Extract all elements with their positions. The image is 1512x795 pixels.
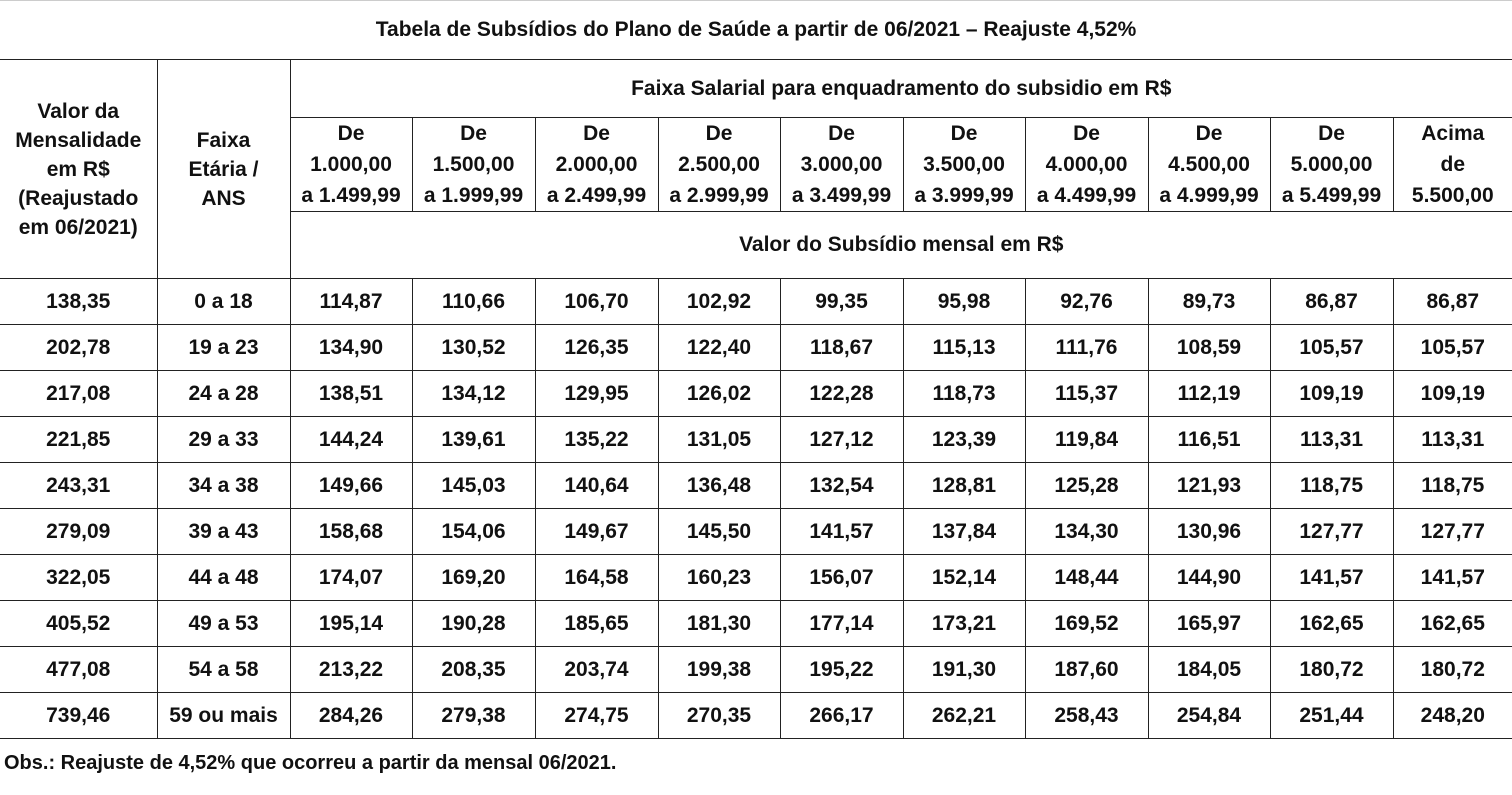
subsidio-cell: 191,30	[903, 647, 1025, 693]
salary-range-header	[412, 118, 535, 212]
subsidio-cell: 134,12	[412, 371, 535, 417]
subsidio-cell: 149,66	[290, 463, 412, 509]
subsidio-cell: 195,14	[290, 601, 412, 647]
subsidio-cell: 203,74	[535, 647, 658, 693]
subsidio-cell: 99,35	[780, 279, 903, 325]
faixa-etaria-cell: 39 a 43	[157, 509, 290, 555]
salary-range-header	[1270, 118, 1393, 212]
salary-range-line: a 3.999,99	[914, 184, 1014, 207]
subsidio-cell: 116,51	[1148, 417, 1270, 463]
subsidio-cell: 109,19	[1270, 371, 1393, 417]
salary-range-line: 1.500,00	[432, 153, 515, 176]
salary-range-line: 4.000,00	[1045, 153, 1128, 176]
subsidio-cell: 129,95	[535, 371, 658, 417]
header-mensalidade-line: Mensalidade	[15, 128, 142, 152]
subsidio-cell: 141,57	[780, 509, 903, 555]
subsidio-cell: 262,21	[903, 693, 1025, 739]
header-mensalidade-line: em R$	[46, 157, 110, 181]
observation-note: Obs.: Reajuste de 4,52% que ocorreu a partir da mensal 06/2021.	[4, 751, 617, 774]
faixa-etaria-cell: 44 a 48	[157, 555, 290, 601]
subsidio-cell: 158,68	[290, 509, 412, 555]
faixa-etaria-cell: 59 ou mais	[157, 693, 290, 739]
salary-range-line: a 5.499,99	[1281, 184, 1382, 207]
faixa-etaria-cell: 0 a 18	[157, 279, 290, 325]
mensalidade-cell: 279,09	[0, 509, 157, 555]
subsidio-cell: 118,67	[780, 325, 903, 371]
subsidio-cell: 86,87	[1393, 279, 1512, 325]
salary-range-line: 3.500,00	[923, 153, 1005, 176]
subsidio-cell: 106,70	[535, 279, 658, 325]
header-mensalidade-line: (Reajustado	[18, 186, 139, 210]
subsidio-cell: 122,40	[658, 325, 780, 371]
subsidio-cell: 134,90	[290, 325, 412, 371]
subsidio-cell: 164,58	[535, 555, 658, 601]
mensalidade-cell: 138,35	[0, 279, 157, 325]
header-valor-subsidio: Valor do Subsídio mensal em R$	[290, 212, 1512, 279]
subsidio-cell: 154,06	[412, 509, 535, 555]
mensalidade-cell: 221,85	[0, 417, 157, 463]
subsidio-cell: 138,51	[290, 371, 412, 417]
salary-range-header	[535, 118, 658, 212]
salary-range-line: De	[1073, 122, 1100, 145]
salary-range-line: a 2.999,99	[669, 184, 769, 207]
subsidio-cell: 135,22	[535, 417, 658, 463]
subsidio-cell: 86,87	[1270, 279, 1393, 325]
subsidio-cell: 185,65	[535, 601, 658, 647]
faixa-etaria-cell: 24 a 28	[157, 371, 290, 417]
salary-range-line: a 3.499,99	[791, 184, 892, 207]
subsidio-cell: 121,93	[1148, 463, 1270, 509]
subsidio-cell: 141,57	[1270, 555, 1393, 601]
subsidio-cell: 174,07	[290, 555, 412, 601]
salary-range-line: 4.500,00	[1168, 153, 1250, 176]
subsidio-cell: 177,14	[780, 601, 903, 647]
salary-range-line: 2.500,00	[678, 153, 760, 176]
header-faixa-etaria-line: Faixa	[196, 128, 251, 152]
subsidio-cell: 152,14	[903, 555, 1025, 601]
subsidio-cell: 126,02	[658, 371, 780, 417]
header-faixa-etaria-line: ANS	[201, 186, 246, 210]
subsidio-cell: 118,75	[1393, 463, 1512, 509]
subsidio-cell: 118,73	[903, 371, 1025, 417]
subsidio-cell: 149,67	[535, 509, 658, 555]
subsidio-cell: 190,28	[412, 601, 535, 647]
subsidio-cell: 165,97	[1148, 601, 1270, 647]
subsidio-cell: 173,21	[903, 601, 1025, 647]
subsidio-cell: 119,84	[1025, 417, 1148, 463]
salary-range-line: De	[950, 122, 978, 145]
subsidio-cell: 169,20	[412, 555, 535, 601]
table-row	[0, 279, 1512, 325]
subsidio-cell: 125,28	[1025, 463, 1148, 509]
subsidio-cell: 195,22	[780, 647, 903, 693]
subsidio-cell: 258,43	[1025, 693, 1148, 739]
subsidio-cell: 141,57	[1393, 555, 1512, 601]
subsidio-cell: 140,64	[535, 463, 658, 509]
table-row	[0, 463, 1512, 509]
subsidio-cell: 123,39	[903, 417, 1025, 463]
subsidio-cell: 213,22	[290, 647, 412, 693]
salary-range-line: De	[828, 122, 855, 145]
subsidio-cell: 105,57	[1270, 325, 1393, 371]
subsidio-cell: 254,84	[1148, 693, 1270, 739]
subsidio-cell: 144,90	[1148, 555, 1270, 601]
salary-range-header	[1393, 118, 1512, 212]
table-row	[0, 325, 1512, 371]
subsidio-cell: 144,24	[290, 417, 412, 463]
subsidio-cell: 274,75	[535, 693, 658, 739]
salary-range-header	[780, 118, 903, 212]
mensalidade-cell: 322,05	[0, 555, 157, 601]
header-faixa-etaria-line: Etária /	[188, 157, 259, 181]
salary-range-header	[1148, 118, 1270, 212]
salary-range-line: De	[705, 122, 733, 145]
subsidio-cell: 127,12	[780, 417, 903, 463]
salary-range-line: a 1.999,99	[423, 184, 524, 207]
mensalidade-cell: 477,08	[0, 647, 157, 693]
mensalidade-cell: 217,08	[0, 371, 157, 417]
salary-range-line: De	[1195, 122, 1223, 145]
subsidio-cell: 148,44	[1025, 555, 1148, 601]
table-row	[0, 417, 1512, 463]
table-row	[0, 601, 1512, 647]
subsidio-cell: 111,76	[1025, 325, 1148, 371]
faixa-etaria-cell: 19 a 23	[157, 325, 290, 371]
faixa-etaria-cell: 29 a 33	[157, 417, 290, 463]
subsidio-cell: 126,35	[535, 325, 658, 371]
subsidio-cell: 136,48	[658, 463, 780, 509]
subsidio-cell: 187,60	[1025, 647, 1148, 693]
subsidio-cell: 145,50	[658, 509, 780, 555]
subsidio-cell: 113,31	[1393, 417, 1512, 463]
subsidio-cell: 127,77	[1270, 509, 1393, 555]
subsidio-cell: 92,76	[1025, 279, 1148, 325]
subsidio-cell: 208,35	[412, 647, 535, 693]
salary-range-header	[903, 118, 1025, 212]
subsidio-cell: 180,72	[1270, 647, 1393, 693]
subsidio-cell: 130,96	[1148, 509, 1270, 555]
subsidio-cell: 279,38	[412, 693, 535, 739]
mensalidade-cell: 405,52	[0, 601, 157, 647]
table-row	[0, 647, 1512, 693]
header-faixa-etaria	[157, 60, 290, 279]
subsidio-cell: 115,13	[903, 325, 1025, 371]
salary-range-line: a 1.499,99	[301, 184, 401, 207]
salary-range-line: 5.000,00	[1290, 153, 1373, 176]
subsidio-cell: 162,65	[1270, 601, 1393, 647]
salary-range-line: a 4.999,99	[1159, 184, 1259, 207]
subsidio-cell: 127,77	[1393, 509, 1512, 555]
salary-range-line: De	[460, 122, 487, 145]
subsidio-cell: 115,37	[1025, 371, 1148, 417]
subsidio-cell: 156,07	[780, 555, 903, 601]
subsidio-cell: 270,35	[658, 693, 780, 739]
table-row	[0, 371, 1512, 417]
mensalidade-cell: 202,78	[0, 325, 157, 371]
salary-range-line: 1.000,00	[310, 153, 392, 176]
subsidio-cell: 95,98	[903, 279, 1025, 325]
salary-range-header	[658, 118, 780, 212]
salary-range-line: Acima	[1421, 122, 1485, 145]
salary-range-line: 2.000,00	[555, 153, 638, 176]
subsidio-cell: 181,30	[658, 601, 780, 647]
faixa-etaria-cell: 54 a 58	[157, 647, 290, 693]
header-mensalidade	[0, 60, 157, 279]
subsidio-cell: 284,26	[290, 693, 412, 739]
salary-range-line: de	[1440, 153, 1466, 176]
subsidio-cell: 251,44	[1270, 693, 1393, 739]
subsidio-cell: 180,72	[1393, 647, 1512, 693]
subsidio-cell: 105,57	[1393, 325, 1512, 371]
header-mensalidade-line: em 06/2021)	[18, 215, 138, 239]
subsidio-cell: 132,54	[780, 463, 903, 509]
table-title: Tabela de Subsídios do Plano de Saúde a partir de 06/2021 – Reajuste 4,52%	[0, 1, 1512, 60]
faixa-etaria-cell: 34 a 38	[157, 463, 290, 509]
salary-range-line: De	[337, 122, 365, 145]
subsidio-cell: 110,66	[412, 279, 535, 325]
salary-range-header	[1025, 118, 1148, 212]
salary-range-line: 5.500,00	[1411, 184, 1494, 207]
subsidio-cell: 266,17	[780, 693, 903, 739]
subsidio-cell: 162,65	[1393, 601, 1512, 647]
subsidio-cell: 118,75	[1270, 463, 1393, 509]
subsidio-cell: 102,92	[658, 279, 780, 325]
mensalidade-cell: 243,31	[0, 463, 157, 509]
header-mensalidade-line: Valor da	[37, 99, 120, 123]
header-faixa-salarial: Faixa Salarial para enquadramento do subsidio em R$	[290, 60, 1512, 118]
faixa-etaria-cell: 49 a 53	[157, 601, 290, 647]
salary-range-line: De	[583, 122, 610, 145]
subsidio-cell: 109,19	[1393, 371, 1512, 417]
table-row	[0, 693, 1512, 739]
salary-range-line: a 2.499,99	[546, 184, 647, 207]
subsidio-cell: 137,84	[903, 509, 1025, 555]
salary-range-line: De	[1318, 122, 1345, 145]
subsidio-cell: 169,52	[1025, 601, 1148, 647]
subsidio-cell: 114,87	[290, 279, 412, 325]
mensalidade-cell: 739,46	[0, 693, 157, 739]
subsidio-cell: 112,19	[1148, 371, 1270, 417]
salary-range-header	[290, 118, 412, 212]
subsidio-cell: 130,52	[412, 325, 535, 371]
subsidio-cell: 131,05	[658, 417, 780, 463]
subsidio-cell: 184,05	[1148, 647, 1270, 693]
table-row	[0, 509, 1512, 555]
subsidio-cell: 139,61	[412, 417, 535, 463]
table-row	[0, 555, 1512, 601]
subsidio-cell: 89,73	[1148, 279, 1270, 325]
salary-range-line: 3.000,00	[800, 153, 883, 176]
subsidio-cell: 134,30	[1025, 509, 1148, 555]
salary-range-line: a 4.499,99	[1036, 184, 1137, 207]
subsidio-cell: 160,23	[658, 555, 780, 601]
subsidio-cell: 108,59	[1148, 325, 1270, 371]
subsidio-cell: 199,38	[658, 647, 780, 693]
subsidio-cell: 145,03	[412, 463, 535, 509]
subsidio-cell: 248,20	[1393, 693, 1512, 739]
subsidio-cell: 113,31	[1270, 417, 1393, 463]
subsidio-cell: 122,28	[780, 371, 903, 417]
subsidio-cell: 128,81	[903, 463, 1025, 509]
